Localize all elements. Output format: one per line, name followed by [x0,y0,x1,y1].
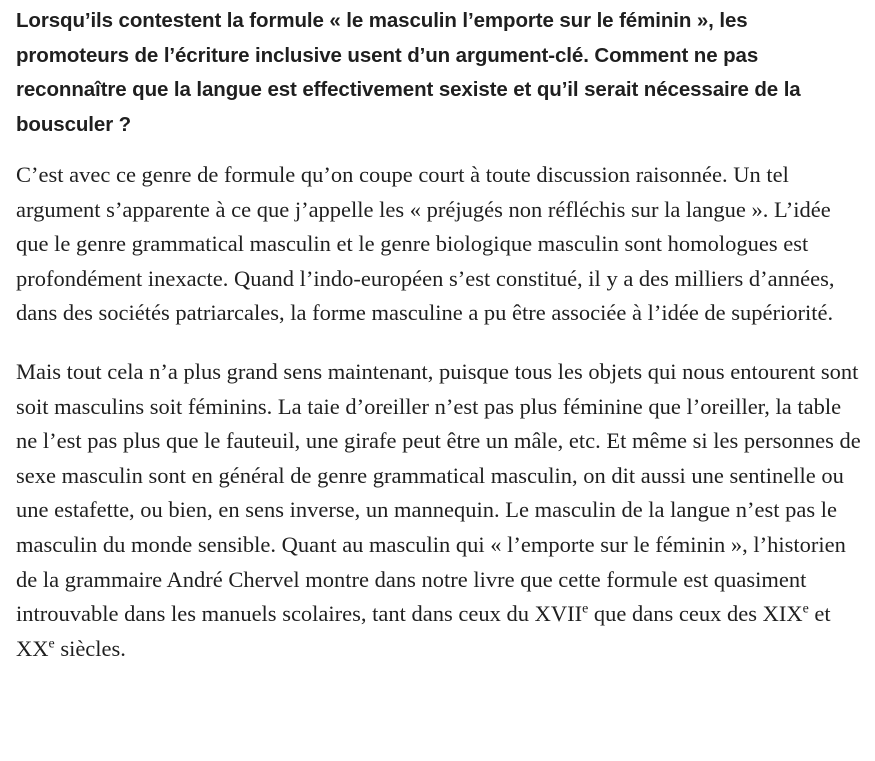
paragraph-2-text: Mais tout cela n’a plus grand sens maintenant, puisque tous les objets qui nous entourent sont soit masculins soit féminins. La taie d’oreiller n’est pas plus féminine que l’oreiller, la table ne l’est pas plus que le fauteuil, une girafe peut être un mâle, etc. Et même si les personnes de sexe masculin sont en général de genre grammatical masculin, on dit aussi une sentinelle ou une estafette, ou bien, en sens inverse, un mannequin. Le masculin de la langue n’est pas le masculin du monde sensible. Quant au masculin qui « l’emporte sur le féminin », l’historien de la grammaire André Chervel montre dans notre livre que cette formule est quasiment introuvable dans les manuels scolaires, tant dans ceux du XVII [16,358,861,627]
century-superscript: e [802,601,809,617]
paragraph-2-text: que dans ceux des XIX [588,601,803,627]
paragraph-2-text: siècles. [54,635,126,661]
paragraph-2-text: et XX [16,601,831,661]
answer-paragraph-2 [16,355,862,666]
article-body [16,4,862,690]
century-superscript: e [582,601,589,617]
century-superscript: e [48,636,55,652]
interview-question: Lorsqu’ils contestent la formule « le masculin l’emporte sur le féminin », les promoteurs de l’écriture inclusive usent d’un argument-clé. Comment ne pas reconnaître que la langue est effectivement sexiste et qu’il serait nécessaire de la bousculer ? [16,9,801,136]
answer-paragraph-1: C’est avec ce genre de formule qu’on coupe court à toute discussion raisonnée. Un tel argument s’apparente à ce que j’appelle les « préjugés non réfléchis sur la langue ». L’idée que le genre grammatical masculin et le genre biologique masculin sont homologues est profondément inexacte. Quand l’indo-européen s’est constitué, il y a des milliers d’années, dans des sociétés patriarcales, la forme masculine a pu être associée à l’idée de supériorité. [16,162,835,326]
